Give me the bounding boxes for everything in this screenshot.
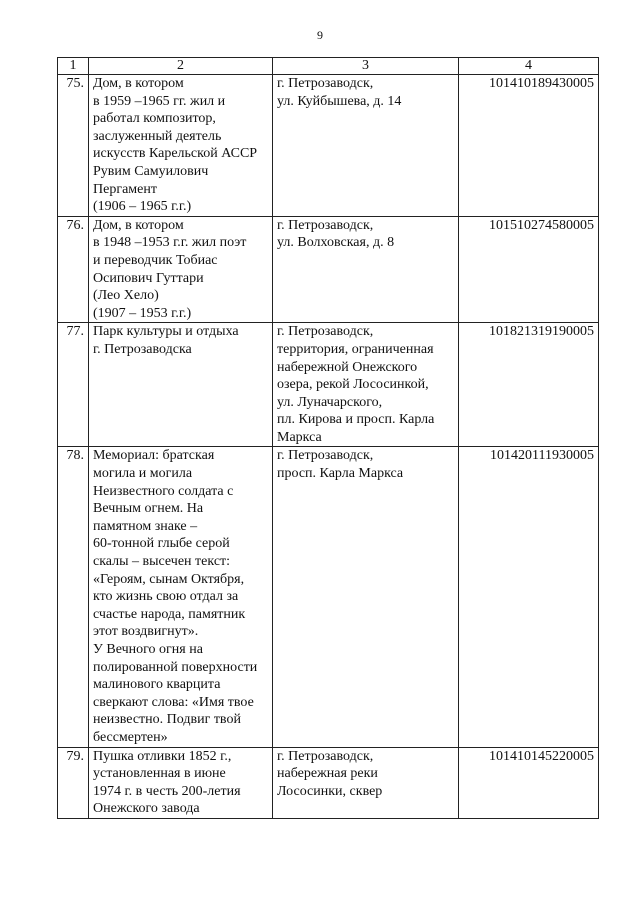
table-row (58, 747, 599, 818)
object-address-line: территория, ограниченная (277, 341, 434, 357)
page-number: 9 (317, 28, 323, 42)
object-name-line: полированной поверхности (93, 659, 258, 675)
object-name-line: в 1959 –1965 гг. жил и (93, 93, 226, 109)
registry-code: 101420111930005 (459, 447, 599, 747)
registry-code: 101510274580005 (459, 216, 599, 323)
row-number: 76. (58, 216, 89, 323)
row-number: 75. (58, 75, 89, 217)
object-name-line: «Героям, сынам Октября, (93, 571, 245, 587)
object-address-line: г. Петрозаводск, (277, 324, 374, 340)
object-name-line: сверкают слова: «Имя твое (93, 694, 254, 710)
object-name-line: в 1948 –1953 г.г. жил поэт (93, 235, 247, 251)
object-name (89, 75, 273, 217)
object-name-line: Осипович Гуттари (93, 270, 204, 286)
object-name (89, 216, 273, 323)
object-name-line: и переводчик Тобиас (93, 252, 218, 268)
object-name-line: Пергамент (93, 181, 157, 197)
object-address-line: г. Петрозаводск, (277, 448, 374, 464)
registry-code: 101410145220005 (459, 747, 599, 818)
object-name-line: (1906 – 1965 г.г.) (93, 199, 192, 215)
object-name-line: Дом, в котором (93, 217, 184, 233)
row-number: 78. (58, 447, 89, 747)
header-col-3: 3 (273, 58, 459, 75)
table-row (58, 216, 599, 323)
table-row (58, 447, 599, 747)
object-name-line: Вечным огнем. На (93, 501, 204, 517)
object-name-line: (Лео Хело) (93, 288, 159, 304)
object-name-line: Неизвестного солдата с (93, 483, 234, 499)
object-name-line: г. Петрозаводска (93, 341, 192, 357)
object-address-line: ул. Куйбышева, д. 14 (277, 93, 402, 109)
object-address-line: набережной Онежского (277, 359, 418, 375)
registry-code: 101410189430005 (459, 75, 599, 217)
object-name (89, 323, 273, 447)
object-address-line: г. Петрозаводск, (277, 217, 374, 233)
header-col-4: 4 (459, 58, 599, 75)
object-address (273, 747, 459, 818)
object-address (273, 216, 459, 323)
object-name-line: работал композитор, (93, 111, 216, 127)
header-col-1: 1 (58, 58, 89, 75)
object-name-line: кто жизнь свою отдал за (93, 589, 239, 605)
object-name (89, 747, 273, 818)
object-name (89, 447, 273, 747)
registry-code: 101821319190005 (459, 323, 599, 447)
object-address-line: пл. Кирова и просп. Карла (277, 412, 435, 428)
object-address-line: г. Петрозаводск, (277, 76, 374, 91)
object-name-line: 60-тонной глыбе серой (93, 536, 230, 552)
object-name-line: могила и могила (93, 466, 193, 482)
object-name-line: этот воздвигнут». (93, 624, 199, 640)
object-name-line: неизвестно. Подвиг твой (93, 712, 241, 728)
object-name-line: Парк культуры и отдыха (93, 324, 239, 340)
object-name-line: Пушка отливки 1852 г., (93, 748, 232, 764)
object-name-line: Мемориал: братская (93, 448, 215, 464)
object-name-line: (1907 – 1953 г.г.) (93, 305, 192, 321)
object-address-line: ул. Луначарского, (277, 394, 383, 410)
table-body (58, 75, 599, 819)
heritage-registry-table (57, 57, 599, 819)
object-name-line: Онежского завода (93, 801, 200, 817)
object-name-line: счастье народа, памятник (93, 606, 246, 622)
header-col-2: 2 (89, 58, 273, 75)
table-row (58, 75, 599, 217)
row-number: 79. (58, 747, 89, 818)
object-address-line: Лососинки, сквер (277, 783, 383, 799)
object-name-line: У Вечного огня на (93, 642, 203, 657)
object-name-line: бессмертен» (93, 729, 168, 745)
object-address (273, 323, 459, 447)
object-address-line: набережная реки (277, 766, 378, 782)
object-name-line: малинового кварцита (93, 677, 221, 693)
object-name-line: скалы – высечен текст: (93, 554, 231, 570)
object-name-line: заслуженный деятель (93, 128, 222, 144)
row-number: 77. (58, 323, 89, 447)
object-address-line: г. Петрозаводск, (277, 748, 374, 764)
object-address-line: озера, рекой Лососинкой, (277, 377, 429, 393)
table-row (58, 323, 599, 447)
object-name-line: Рувим Самуилович (93, 163, 209, 179)
object-name-line: памятном знаке – (93, 518, 198, 534)
object-address-line: просп. Карла Маркса (277, 466, 404, 482)
header-row (58, 58, 599, 75)
object-name-line: установленная в июне (93, 766, 226, 782)
object-name-line: Дом, в котором (93, 76, 184, 91)
object-name-line: искусств Карельской АССР (93, 146, 258, 162)
object-address (273, 75, 459, 217)
object-address-line: Маркса (277, 429, 322, 445)
object-address (273, 447, 459, 747)
object-address-line: ул. Волховская, д. 8 (277, 235, 395, 251)
object-name-line: 1974 г. в честь 200-летия (93, 783, 241, 799)
